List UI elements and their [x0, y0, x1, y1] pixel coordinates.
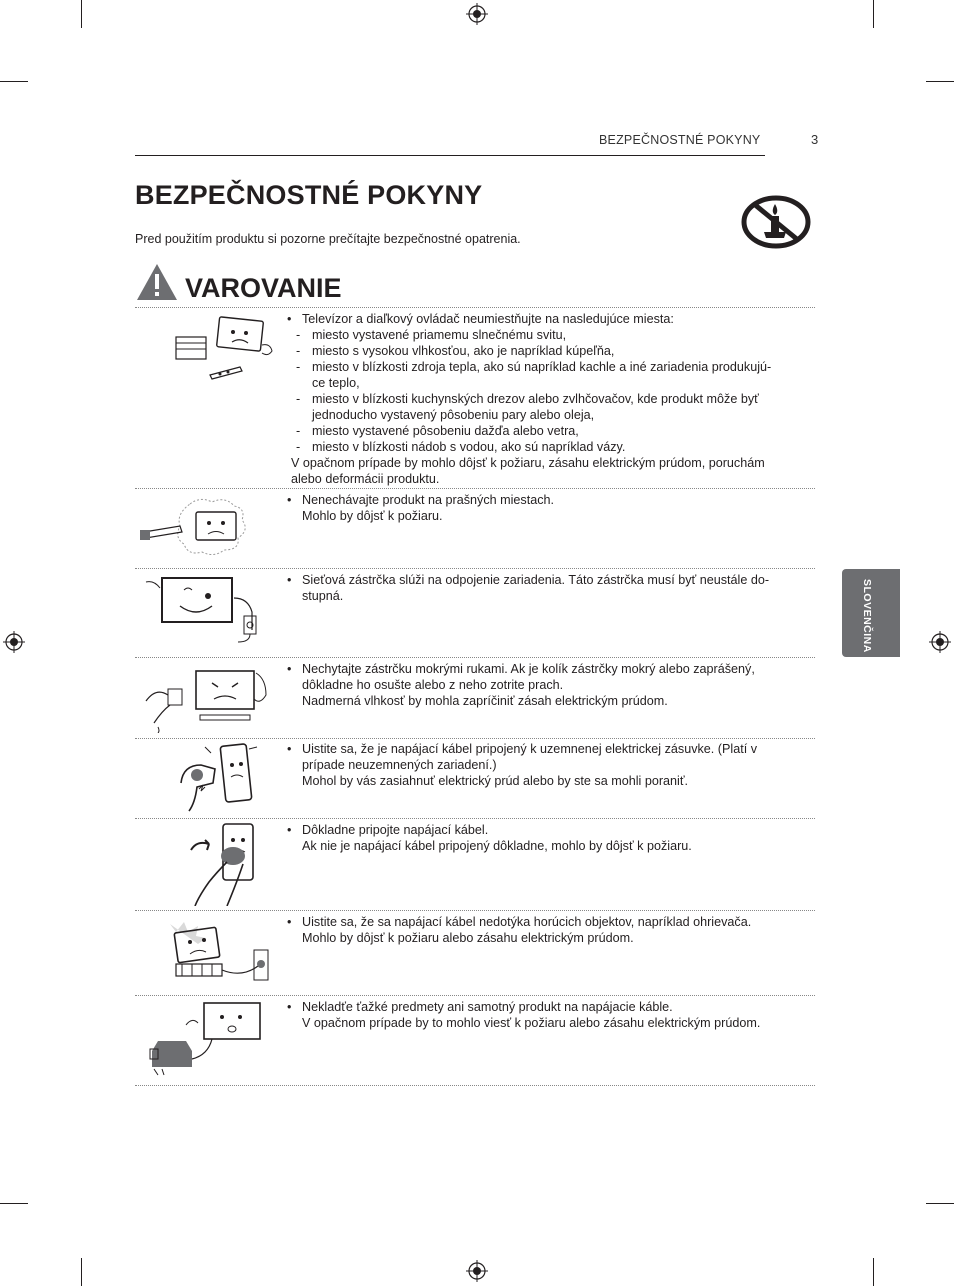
- row-divider: [135, 738, 815, 739]
- bullet-text: • Uistite sa, že je napájací kábel pripojený k uzemnenej elektrickej zásuvke. (Platí v: [287, 741, 797, 757]
- bullet-cont: V opačnom prípade by to mohlo viesť k požiaru alebo zásahu elektrickým prúdom.: [302, 1016, 761, 1030]
- no-candle-icon: [740, 194, 812, 250]
- sub-item: - miesto vystavené pôsobeniu dažďa alebo vetra,: [287, 423, 797, 439]
- sub-item: - miesto s vysokou vlhkosťou, ako je napríklad kúpeľňa,: [287, 343, 797, 359]
- plug-insert-illustration: [163, 822, 303, 906]
- warning-triangle-icon: [135, 260, 179, 304]
- language-tab-label: SLOVENČINA: [861, 579, 873, 653]
- crop-mark: [0, 81, 28, 82]
- dusty-tv-illustration: [135, 494, 275, 564]
- row-divider: [135, 995, 815, 996]
- wet-hands-illustration: [135, 661, 275, 733]
- tv-placement-illustration: [155, 315, 295, 389]
- row-divider: [135, 307, 815, 308]
- bullet-text: • Nenechávajte produkt na prašných miestach.: [287, 492, 797, 508]
- crop-mark: [926, 1203, 954, 1204]
- registration-mark-icon: [3, 631, 25, 653]
- crop-mark: [81, 0, 82, 28]
- warning-text: [287, 822, 797, 854]
- plug-access-illustration: [139, 574, 279, 646]
- sub-item: - miesto v blízkosti nádob s vodou, ako sú napríklad vázy.: [287, 439, 797, 455]
- header-rule: [135, 155, 765, 156]
- warning-text: [287, 572, 797, 604]
- warning-text: [287, 661, 797, 709]
- row-divider: [135, 910, 815, 911]
- bullet-cont: dôkladne ho osušte alebo z neho zotrite prach.: [302, 678, 564, 692]
- heavy-object-cable-illustration: [141, 999, 281, 1079]
- sub-item: - miesto v blízkosti zdroja tepla, ako sú napríklad kachle a iné zariadenia produkujú-: [287, 359, 797, 375]
- intro-text: Pred použitím produktu si pozorne prečítajte bezpečnostné opatrenia.: [135, 232, 521, 246]
- row-divider: [135, 488, 815, 489]
- bullet-cont: prípade neuzemnených zariadení.): [302, 758, 497, 772]
- grounded-outlet-illustration: [155, 741, 295, 813]
- page-title: BEZPEČNOSTNÉ POKYNY: [135, 180, 483, 210]
- bullet-cont: Nadmerná vlhkosť by mohla zapríčiniť zásah elektrickým prúdom.: [302, 694, 668, 708]
- bullet-cont: stupná.: [302, 589, 344, 603]
- bullet-cont: Mohlo by dôjsť k požiaru.: [302, 509, 443, 523]
- sub-item-cont: ce teplo,: [312, 376, 360, 390]
- row-divider: [135, 1085, 815, 1086]
- registration-mark-icon: [466, 1260, 488, 1282]
- warning-text: [287, 741, 797, 789]
- warning-text: [287, 999, 797, 1031]
- consequence-text: alebo deformácii produktu.: [291, 472, 440, 486]
- running-header: BEZPEČNOSTNÉ POKYNY: [599, 133, 761, 147]
- bullet-text: • Sieťová zástrčka slúži na odpojenie zariadenia. Táto zástrčka musí byť neustále do-: [287, 572, 797, 588]
- bullet-text: • Nechytajte zástrčku mokrými rukami. Ak je kolík zástrčky mokrý alebo zaprášený,: [287, 661, 797, 677]
- bullet-text: • Nekladťe ťažké predmety ani samotný produkt na napájacie káble.: [287, 999, 797, 1015]
- page-number: 3: [811, 132, 819, 147]
- warning-text: [287, 492, 797, 524]
- warning-text: [287, 311, 797, 487]
- crop-mark: [81, 1258, 82, 1286]
- registration-mark-icon: [929, 631, 951, 653]
- bullet-text: • Uistite sa, že sa napájací kábel nedotýka horúcich objektov, napríklad ohrievača.: [287, 914, 797, 930]
- row-divider: [135, 818, 815, 819]
- sub-item: - miesto v blízkosti kuchynských drezov alebo zvlhčovačov, kde produkt môže byť: [287, 391, 797, 407]
- language-tab: [842, 569, 900, 657]
- crop-mark: [926, 81, 954, 82]
- bullet-text: • Televízor a diaľkový ovládač neumiestňujte na nasledujúce miesta:: [287, 311, 797, 327]
- sub-item-cont: jednoducho vystavený pôsobeniu pary alebo oleja,: [312, 408, 595, 422]
- sub-item: - miesto vystavené priamemu slnečnému svitu,: [287, 327, 797, 343]
- bullet-cont: Mohlo by dôjsť k požiaru alebo zásahu elektrickým prúdom.: [302, 931, 634, 945]
- bullet-cont: Ak nie je napájací kábel pripojený dôkladne, mohlo by dôjsť k požiaru.: [302, 839, 692, 853]
- bullet-cont: Mohol by vás zasiahnuť elektrický prúd alebo by ste sa mohli poraniť.: [302, 774, 689, 788]
- consequence-text: V opačnom prípade by mohlo dôjsť k požiaru, zásahu elektrickým prúdom, poruchám: [291, 456, 765, 470]
- warning-heading: VAROVANIE: [185, 273, 342, 303]
- crop-mark: [0, 1203, 28, 1204]
- bullet-text: • Dôkladne pripojte napájací kábel.: [287, 822, 797, 838]
- crop-mark: [873, 1258, 874, 1286]
- row-divider: [135, 657, 815, 658]
- hot-object-illustration: [141, 914, 281, 992]
- crop-mark: [873, 0, 874, 28]
- registration-mark-icon: [466, 3, 488, 25]
- warning-text: [287, 914, 797, 946]
- row-divider: [135, 568, 815, 569]
